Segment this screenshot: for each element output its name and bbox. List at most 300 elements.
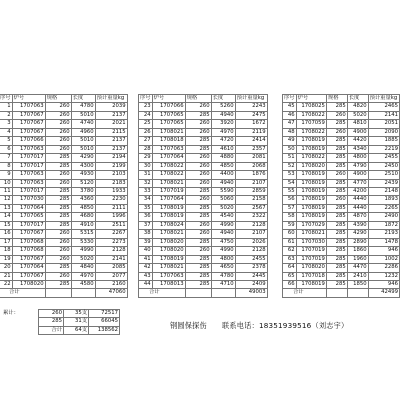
cell-weight: 1885 — [368, 137, 399, 145]
cell-weight: 2148 — [368, 187, 399, 195]
cell-spec: 285 — [326, 238, 347, 246]
cell-spec: 260 — [45, 120, 71, 128]
cell-spec: 260 — [45, 128, 71, 136]
cell-length: 4290 — [71, 154, 95, 162]
table-row — [0, 137, 127, 145]
table-row — [0, 272, 127, 280]
cell-length: 4650 — [211, 264, 235, 272]
cell-length: 4680 — [71, 213, 95, 221]
cell-furnace-no: 1707063 — [152, 272, 185, 280]
cell-furnace-no: 1708019 — [296, 280, 326, 288]
summary-row — [2, 318, 120, 326]
cell-index: 7 — [0, 154, 12, 162]
cell-index: 30 — [139, 162, 153, 170]
cell-length: 1860 — [347, 247, 368, 255]
cell-length: 4900 — [347, 171, 368, 179]
cell-spec: 285 — [326, 187, 347, 195]
cell-spec: 260 — [326, 196, 347, 204]
cell-weight: 2115 — [95, 128, 127, 136]
cell-length: 1850 — [347, 280, 368, 288]
cell-spec: 260 — [185, 230, 211, 238]
table-row — [283, 272, 400, 280]
table-b — [138, 94, 268, 298]
cell-index: 24 — [139, 111, 153, 119]
cell-spec: 285 — [45, 213, 71, 221]
cell-length: 4750 — [211, 238, 235, 246]
cell-weight: 2160 — [95, 280, 127, 288]
table-row — [0, 162, 127, 170]
summary-label: 累计： — [3, 310, 19, 316]
cell-index: 39 — [139, 238, 153, 246]
cell-length: 4400 — [211, 171, 235, 179]
header-index: 序号 — [0, 95, 11, 101]
cell-weight: 2859 — [235, 187, 267, 195]
cell-weight: 1876 — [235, 171, 267, 179]
cell-weight: 2378 — [235, 264, 267, 272]
cell-furnace-no: 1708021 — [152, 128, 185, 136]
cell-furnace-no: 1708019 — [296, 196, 326, 204]
cell-weight: 2107 — [235, 179, 267, 187]
cell-weight: 1672 — [235, 120, 267, 128]
table-row — [283, 179, 400, 187]
cell-length: 5060 — [211, 196, 235, 204]
cell-length: 4300 — [71, 162, 95, 170]
table-row — [139, 128, 268, 136]
cell-weight: 2286 — [368, 264, 399, 272]
cell-spec: 285 — [326, 247, 347, 255]
table-row — [0, 196, 127, 204]
cell-spec: 260 — [45, 272, 71, 280]
cell-weight: 2128 — [95, 247, 127, 255]
cell-length: 4440 — [347, 196, 368, 204]
cell-length: 4440 — [347, 204, 368, 212]
cell-length: 4900 — [347, 128, 368, 136]
cell-length: 4540 — [211, 213, 235, 221]
table-row — [283, 196, 400, 204]
cell-furnace-no: 1707017 — [12, 162, 45, 170]
cell-weight: 2273 — [95, 238, 127, 246]
summary-count: 35支 — [64, 310, 89, 318]
cell-length: 5315 — [71, 230, 95, 238]
cell-furnace-no: 1707029 — [296, 221, 326, 229]
cell-length: 3780 — [71, 187, 95, 195]
cell-length: 3920 — [211, 120, 235, 128]
table-total-row — [0, 289, 127, 297]
header-weight: 预计重量kg — [368, 95, 399, 103]
cell-weight: 2081 — [235, 154, 267, 162]
cell-length: 4710 — [211, 280, 235, 288]
cell-spec: 285 — [326, 103, 347, 111]
cell-spec: 260 — [185, 162, 211, 170]
cell-length: 1960 — [347, 255, 368, 263]
cell-weight: 2199 — [95, 162, 127, 170]
cell-furnace-no: 1707017 — [12, 221, 45, 229]
cell-weight: 2490 — [368, 213, 399, 221]
cell-weight: 2077 — [95, 272, 127, 280]
table-row — [283, 213, 400, 221]
cell-spec: 285 — [326, 272, 347, 280]
cell-spec: 285 — [326, 162, 347, 170]
cell-spec: 260 — [185, 103, 211, 111]
cell-spec: 260 — [185, 128, 211, 136]
cell-weight: 2068 — [235, 162, 267, 170]
cell-weight: 2085 — [95, 264, 127, 272]
cell-furnace-no: 1708019 — [152, 213, 185, 221]
table-row — [0, 179, 127, 187]
cell-spec: 260 — [45, 230, 71, 238]
cell-furnace-no: 1707017 — [12, 187, 45, 195]
cell-spec: 285 — [326, 221, 347, 229]
cell-furnace-no: 1708021 — [152, 230, 185, 238]
cell-length: 4770 — [347, 179, 368, 187]
cell-index: 65 — [283, 272, 297, 280]
cell-furnace-no: 1708022 — [296, 128, 326, 136]
cell-spec: 285 — [326, 204, 347, 212]
cell-furnace-no: 1707019 — [296, 247, 326, 255]
cell-weight: 2111 — [95, 204, 127, 212]
cell-furnace-no: 1707019 — [152, 187, 185, 195]
table-row — [283, 204, 400, 212]
table-row — [139, 179, 268, 187]
cell-furnace-no: 1708021 — [296, 230, 326, 238]
table-row — [139, 137, 268, 145]
cell-index: 25 — [139, 120, 153, 128]
table-row — [283, 145, 400, 153]
cell-furnace-no: 1708019 — [152, 204, 185, 212]
cell-index: 20 — [0, 264, 12, 272]
cell-index: 5 — [0, 137, 12, 145]
table-row — [0, 103, 127, 111]
cell-index: 36 — [139, 213, 153, 221]
cell-index: 19 — [0, 255, 12, 263]
table-row — [0, 171, 127, 179]
summary-row — [2, 310, 120, 318]
cell-furnace-no: 1707067 — [12, 111, 45, 119]
cell-weight: 2455 — [368, 154, 399, 162]
cell-spec: 285 — [185, 187, 211, 195]
summary-weight: 66045 — [89, 318, 120, 326]
cell-index: 10 — [0, 179, 12, 187]
summary-row — [2, 326, 120, 334]
cell-furnace-no: 1707064 — [12, 264, 45, 272]
cell-index: 46 — [283, 111, 297, 119]
cell-weight: 1872 — [368, 221, 399, 229]
total-weight: 42499 — [368, 289, 399, 297]
cell-index: 54 — [283, 179, 297, 187]
contact-phone: 联系电话：18351939516（刘志宇） — [222, 321, 349, 330]
cell-weight: 2051 — [368, 120, 399, 128]
cell-weight: 2141 — [95, 255, 127, 263]
cell-length: 4290 — [347, 230, 368, 238]
cell-index: 12 — [0, 196, 12, 204]
cell-length: 5010 — [71, 137, 95, 145]
cell-weight: 2128 — [235, 247, 267, 255]
cell-index: 40 — [139, 247, 153, 255]
table-row — [139, 280, 268, 288]
cell-index: 41 — [139, 255, 153, 263]
cell-index: 22 — [0, 280, 12, 288]
total-label: 合计 — [0, 289, 45, 297]
cell-length: 4200 — [347, 187, 368, 195]
cell-index: 44 — [139, 280, 153, 288]
cell-length: 4790 — [347, 162, 368, 170]
cell-spec: 285 — [45, 162, 71, 170]
table-row — [283, 137, 400, 145]
cell-spec: 285 — [185, 255, 211, 263]
table-row — [0, 255, 127, 263]
cell-weight: 946 — [368, 247, 399, 255]
cell-spec: 285 — [326, 145, 347, 153]
cell-length: 4970 — [211, 128, 235, 136]
cell-weight: 2119 — [235, 128, 267, 136]
cell-index: 56 — [283, 196, 297, 204]
cell-spec: 260 — [45, 103, 71, 111]
cell-index: 57 — [283, 204, 297, 212]
cell-index: 64 — [283, 264, 297, 272]
table-row — [0, 247, 127, 255]
cell-weight: 2021 — [95, 120, 127, 128]
cell-furnace-no: 1708022 — [152, 162, 185, 170]
cell-index: 28 — [139, 145, 153, 153]
table-row — [139, 264, 268, 272]
cell-weight: 2193 — [368, 230, 399, 238]
header-spec: 规格 — [326, 95, 347, 103]
cell-furnace-no: 1708020 — [152, 238, 185, 246]
cell-spec: 285 — [185, 272, 211, 280]
cell-length: 4840 — [71, 264, 95, 272]
cell-length: 4850 — [71, 204, 95, 212]
cell-weight: 2107 — [235, 230, 267, 238]
cell-spec: 285 — [45, 154, 71, 162]
cell-weight: 946 — [368, 280, 399, 288]
cell-weight: 2450 — [368, 162, 399, 170]
table-row — [139, 187, 268, 195]
cell-index: 15 — [0, 221, 12, 229]
table-row — [283, 120, 400, 128]
header-weight: 预计重量kg — [235, 95, 267, 103]
cell-spec: 285 — [326, 137, 347, 145]
cell-weight: 1893 — [368, 196, 399, 204]
table-row — [283, 238, 400, 246]
summary-spec: 285 — [39, 318, 64, 326]
cell-weight: 2439 — [368, 179, 399, 187]
cell-length: 4940 — [211, 111, 235, 119]
cell-furnace-no: 1707067 — [12, 128, 45, 136]
cell-furnace-no: 1708022 — [296, 111, 326, 119]
cell-spec: 285 — [45, 221, 71, 229]
table-total-row — [283, 289, 400, 297]
table-row — [139, 247, 268, 255]
table-row — [0, 111, 127, 119]
cell-index: 32 — [139, 179, 153, 187]
cell-weight: 2414 — [235, 137, 267, 145]
cell-length: 4780 — [71, 103, 95, 111]
cell-spec: 260 — [45, 137, 71, 145]
cell-length: 5010 — [71, 111, 95, 119]
cell-spec: 285 — [326, 264, 347, 272]
cell-weight: 2511 — [95, 221, 127, 229]
cell-weight: 2357 — [235, 145, 267, 153]
table-row — [139, 154, 268, 162]
cell-weight: 2103 — [95, 171, 127, 179]
cell-furnace-no: 1708025 — [296, 103, 326, 111]
inspection-note: 钢圆保探伤 — [170, 321, 207, 330]
cell-length: 4360 — [71, 196, 95, 204]
cell-furnace-no: 1707030 — [12, 196, 45, 204]
cell-furnace-no: 1707017 — [12, 154, 45, 162]
cell-index: 9 — [0, 171, 12, 179]
cell-length: 4990 — [211, 247, 235, 255]
table-row — [283, 221, 400, 229]
cell-furnace-no: 1707067 — [12, 120, 45, 128]
cell-furnace-no: 1708021 — [152, 264, 185, 272]
table-row — [0, 128, 127, 136]
cell-spec: 260 — [45, 145, 71, 153]
cell-length: 4970 — [71, 272, 95, 280]
cell-weight: 2026 — [235, 238, 267, 246]
cell-furnace-no: 1708019 — [296, 145, 326, 153]
table-row — [0, 280, 127, 288]
cell-weight: 2465 — [368, 103, 399, 111]
cell-index: 37 — [139, 221, 153, 229]
cell-index: 16 — [0, 230, 12, 238]
cell-weight: 2090 — [368, 128, 399, 136]
table-row — [139, 255, 268, 263]
cell-furnace-no: 1707063 — [12, 179, 45, 187]
cell-weight: 2137 — [95, 111, 127, 119]
table-header-row — [0, 95, 127, 103]
cell-index: 23 — [139, 103, 153, 111]
cell-furnace-no: 1708013 — [152, 280, 185, 288]
cell-index: 21 — [0, 272, 12, 280]
cell-weight: 2137 — [95, 137, 127, 145]
cell-spec: 260 — [326, 128, 347, 136]
cell-length: 4870 — [347, 213, 368, 221]
cell-furnace-no: 1707063 — [152, 145, 185, 153]
cell-furnace-no: 1707064 — [12, 204, 45, 212]
cell-spec: 285 — [45, 204, 71, 212]
cell-weight: 2183 — [95, 179, 127, 187]
cell-furnace-no: 1708019 — [296, 213, 326, 221]
table-row — [139, 221, 268, 229]
cell-spec: 285 — [185, 280, 211, 288]
table-row — [139, 238, 268, 246]
cell-index: 18 — [0, 247, 12, 255]
cell-length: 4780 — [211, 272, 235, 280]
cell-index: 34 — [139, 196, 153, 204]
cell-length: 2890 — [347, 238, 368, 246]
cell-spec: 285 — [45, 264, 71, 272]
cell-length: 4420 — [347, 137, 368, 145]
header-length: 长度 — [347, 95, 368, 103]
cell-weight: 1232 — [368, 272, 399, 280]
cell-furnace-no: 1707064 — [152, 154, 185, 162]
cell-furnace-no: 1708022 — [296, 154, 326, 162]
summary-count: 31支 — [64, 318, 89, 326]
cell-furnace-no: 1707019 — [296, 255, 326, 263]
header-length: 长度 — [211, 95, 235, 103]
summary-count: 64支 — [64, 326, 89, 334]
cell-furnace-no: 1707063 — [12, 103, 45, 111]
header-furnace-no: 炉号 — [12, 95, 45, 103]
cell-spec: 260 — [185, 247, 211, 255]
cell-spec: 285 — [185, 238, 211, 246]
table-row — [283, 255, 400, 263]
header-furnace-no: 炉号 — [152, 95, 185, 103]
cell-furnace-no: 1707067 — [12, 272, 45, 280]
cell-length: 5010 — [71, 145, 95, 153]
cell-spec: 285 — [45, 196, 71, 204]
table-row — [139, 120, 268, 128]
cell-length: 4740 — [71, 120, 95, 128]
cell-spec: 260 — [185, 179, 211, 187]
table-row — [283, 264, 400, 272]
cell-spec: 285 — [185, 213, 211, 221]
cell-length: 4610 — [211, 145, 235, 153]
table-row — [0, 120, 127, 128]
cell-furnace-no: 1707067 — [12, 255, 45, 263]
cell-spec: 260 — [185, 196, 211, 204]
cell-weight: 2265 — [368, 204, 399, 212]
table-row — [139, 230, 268, 238]
cell-spec: 260 — [185, 171, 211, 179]
table-total-row — [139, 289, 268, 297]
cell-spec: 285 — [326, 255, 347, 263]
cell-weight: 1002 — [368, 255, 399, 263]
cell-spec: 285 — [326, 230, 347, 238]
cell-spec: 285 — [45, 187, 71, 195]
cell-index: 29 — [139, 154, 153, 162]
summary-spec: 合计 — [39, 326, 64, 334]
table-row — [283, 280, 400, 288]
table-row — [283, 162, 400, 170]
cell-spec: 285 — [326, 154, 347, 162]
cell-index: 43 — [139, 272, 153, 280]
cell-spec: 260 — [185, 120, 211, 128]
table-header-row — [139, 95, 268, 103]
cell-furnace-no: 1708020 — [296, 264, 326, 272]
cell-length: 4940 — [211, 179, 235, 187]
cell-index: 1 — [0, 103, 12, 111]
cell-furnace-no: 1708019 — [296, 179, 326, 187]
cell-weight: 2267 — [95, 230, 127, 238]
table-header-row — [283, 95, 400, 103]
header-index: 序号 — [140, 95, 151, 101]
cell-index: 42 — [139, 264, 153, 272]
header-weight: 预计重量kg — [95, 95, 127, 103]
cell-spec: 260 — [45, 179, 71, 187]
table-row — [283, 187, 400, 195]
cell-spec: 285 — [326, 120, 347, 128]
cell-furnace-no: 1707063 — [12, 171, 45, 179]
cell-length: 4990 — [71, 247, 95, 255]
table-row — [283, 171, 400, 179]
cell-weight: 1478 — [368, 238, 399, 246]
cell-weight: 2409 — [235, 280, 267, 288]
cell-index: 62 — [283, 247, 297, 255]
cell-length: 5020 — [347, 111, 368, 119]
cell-furnace-no: 1708019 — [296, 171, 326, 179]
cell-index: 27 — [139, 137, 153, 145]
cell-index: 49 — [283, 137, 297, 145]
cell-index: 31 — [139, 171, 153, 179]
cell-furnace-no: 1707066 — [12, 137, 45, 145]
cell-length: 4990 — [211, 221, 235, 229]
cell-index: 45 — [283, 103, 297, 111]
cell-index: 59 — [283, 221, 297, 229]
cell-weight: 2567 — [235, 204, 267, 212]
table-row — [283, 111, 400, 119]
